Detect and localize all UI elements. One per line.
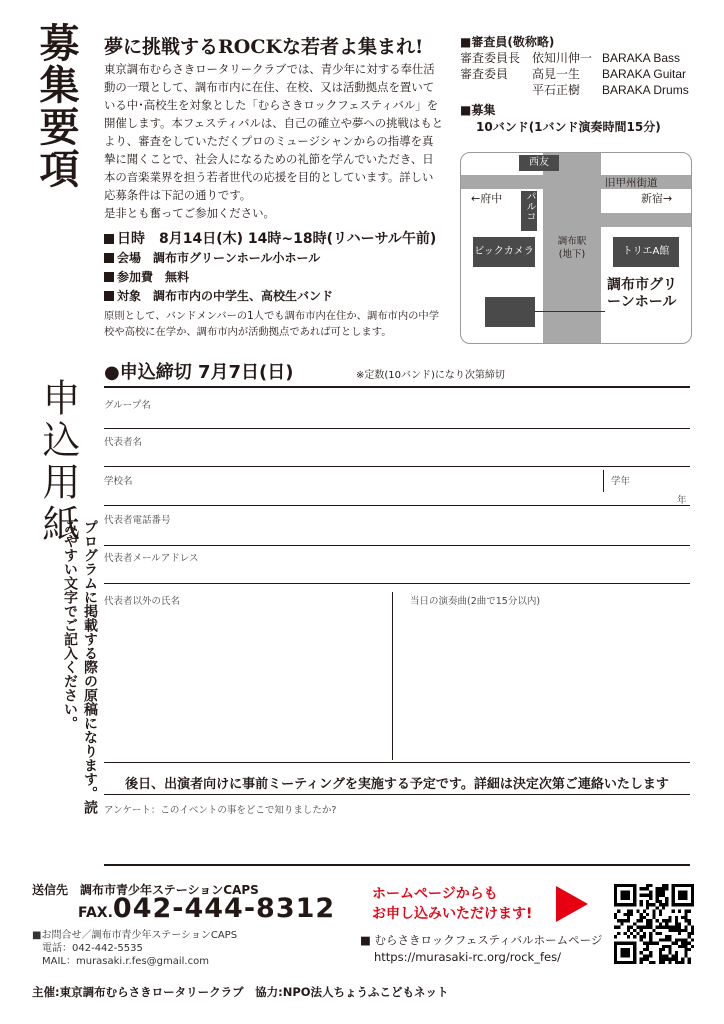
deadline: ●申込締切 7月7日(日) [104, 362, 294, 383]
qr-code-icon[interactable] [614, 884, 694, 964]
divider [104, 386, 690, 388]
members-field[interactable] [104, 606, 390, 758]
recruit-heading: ■募集 [460, 103, 496, 117]
homepage-cta: ホームページからも お申し込みいただけます! [372, 886, 533, 922]
survey-field[interactable] [104, 816, 690, 860]
homepage-info [360, 932, 602, 966]
torie-building: トリエA館 [613, 237, 679, 267]
judges-heading: ■審査員(敬称略) [460, 35, 555, 49]
hall-leader-line [535, 311, 605, 312]
leader-name-label: 代表者名 [104, 437, 143, 448]
judges-section [460, 34, 710, 98]
judge-row: 審査委員長 依知川伸一 BARAKA Bass [460, 51, 681, 65]
host-credit: 主催:東京調布むらさきロータリークラブ 協力:NPO法人ちょうふこどもネット [32, 985, 449, 999]
members-label: 代表者以外の氏名 [104, 596, 181, 607]
send-to: 送信先 調布市青少年ステーションCAPS [32, 883, 259, 897]
group-name-label: グループ名 [104, 400, 151, 411]
group-name-field[interactable] [104, 428, 690, 429]
intro-text [104, 60, 444, 222]
form-title: 申込用紙 [36, 378, 80, 546]
school-name-label: 学校名 [104, 476, 133, 487]
recruit-value: 10バンド(1バンド演奏時間15分) [476, 120, 661, 134]
intro-paragraph: 東京調布むらさきロータリークラブでは、青少年に対する奉仕活動の一環として、調布市内に在住、在校、又は活動拠点を置いている中･高校生を対象とした「むらさきロックフェスティバル」を開催します。本フェスティバルは、自己の確立や夢への挑戦はもとより、審査をしていただくプロのミュージシャンからの指導を真摯に聞くことで、社会人になるための礼節を学んでいただき、日本の音楽業界を担う若者世代の応援を目的としています。詳しい応募条件は下記の通りです。 [104, 62, 444, 202]
arrow-right-icon [556, 886, 588, 922]
grade-label: 学年 [611, 476, 631, 487]
recruit-section [460, 102, 661, 136]
contact-phone: 電話：042-442-5535 [42, 943, 143, 954]
nishitomo-building: 西友 [519, 155, 559, 171]
intro-paragraph: 是非とも奮ってご参加ください。 [104, 206, 275, 220]
homepage-url[interactable]: https://murasaki-rc.org/rock_fes/ [374, 950, 561, 964]
email-field[interactable] [104, 583, 690, 584]
contact-heading: ■お問合せ／調布市青少年ステーションCAPS [32, 930, 238, 941]
column-divider [392, 592, 393, 760]
grade-separator [603, 470, 604, 492]
page-title: 募集要項 [33, 22, 79, 190]
bic-camera-building: ビックカメラ [473, 237, 535, 267]
judge-row: 平石正樹 BARAKA Drums [532, 83, 689, 97]
songs-field[interactable] [396, 606, 690, 758]
divider [104, 794, 690, 795]
survey-question: アンケート：このイベントの事をどこで知りましたか? [104, 805, 337, 816]
fax-number: FAX.042-444-8312 [78, 893, 336, 924]
phone-field[interactable] [104, 545, 690, 546]
target-note: 原則として、バンドメンバーの1人でも調布市内在住か、調布市内の中学校や高校に在学か、調布市内が活動拠点であれば可とします。 [104, 310, 440, 338]
headline: 夢に挑戦するROCKな若者よ集まれ! [104, 36, 424, 58]
phone-label: 代表者電話番号 [104, 515, 171, 526]
contact-info [32, 929, 237, 968]
event-date: 日時 8月14日(木) 14時~18時(リハーサル午前) [104, 230, 444, 249]
divider [104, 762, 690, 763]
school-name-field[interactable] [104, 505, 690, 506]
access-map [460, 152, 692, 344]
deadline-note: ※定数(10バンド)になり次第締切 [356, 370, 505, 381]
label-green-hall: 調布市グリーンホール [607, 277, 677, 310]
parco-building: パルコ [521, 191, 537, 231]
road-branch [543, 213, 691, 227]
event-target: 対象 調布市内の中学生、高校生バンド [104, 287, 444, 306]
green-hall-building [485, 297, 535, 327]
event-details [104, 230, 444, 340]
footer-divider [104, 864, 690, 866]
label-kyukoshu: 旧甲州街道 [605, 177, 658, 189]
label-station: 調布駅 (地下) [557, 236, 587, 260]
label-shinjuku: 新宿→ [641, 192, 673, 205]
songs-label: 当日の演奏曲(2曲で15分以内) [410, 596, 541, 607]
meeting-notice: 後日、出演者向けに事前ミーティングを実施する予定です。詳細は決定次第ご連絡いたします [125, 777, 669, 792]
label-fuchu: ←府中 [471, 192, 503, 205]
leader-name-field[interactable] [104, 466, 690, 467]
email-label: 代表者メールアドレス [104, 553, 199, 564]
judge-row: 審査委員 高見一生 BARAKA Guitar [460, 67, 687, 81]
contact-mail: MAIL：murasaki.r.fes@gmail.com [42, 956, 209, 967]
event-venue: 会場 調布市グリーンホール小ホール [104, 249, 444, 268]
form-instruction: プログラムに掲載する際の原稿になります。読みやすい文字でご記入ください。 [62, 520, 98, 814]
homepage-label: ■ むらさきロックフェスティバルホームページ [360, 933, 603, 947]
event-fee: 参加費 無料 [104, 268, 444, 287]
grade-unit: 年 [677, 495, 687, 506]
